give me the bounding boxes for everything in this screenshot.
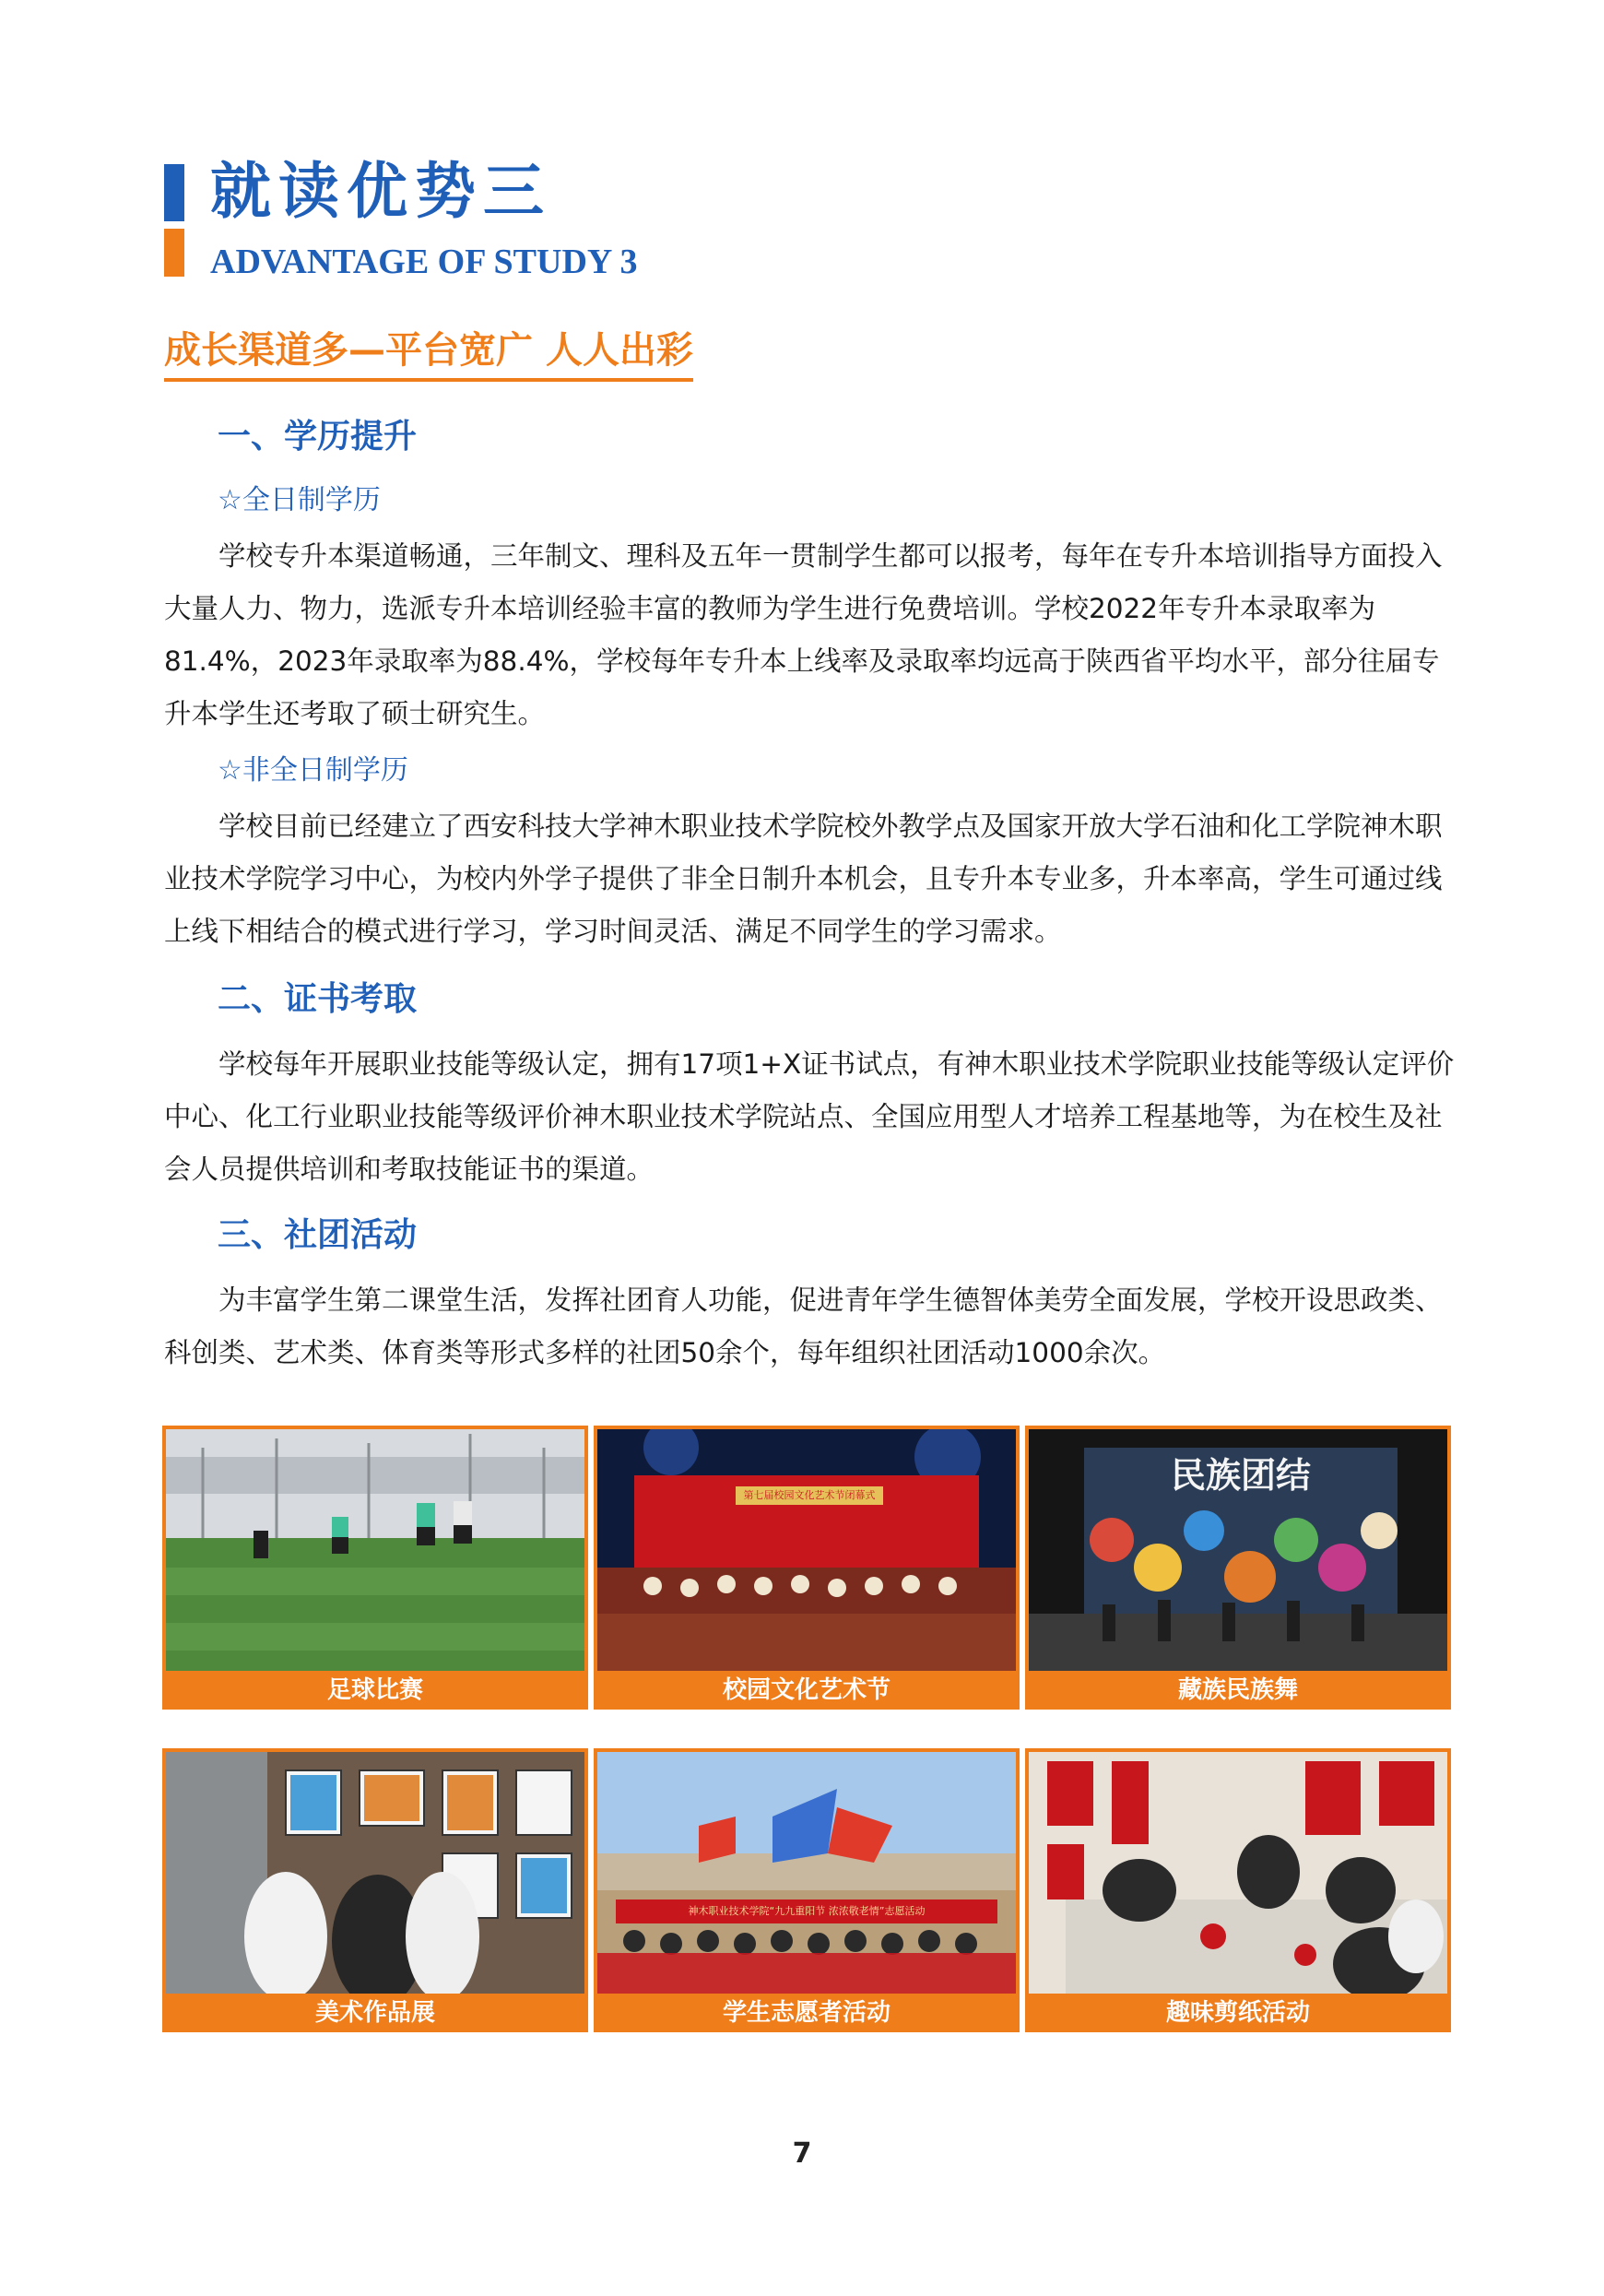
photo-art-exhibition [162, 1748, 588, 2032]
heading-clubs: 三、社团活动 [218, 1216, 418, 1254]
paragraph-certificates: 学校每年开展职业技能等级认定，拥有17项1+X证书试点，有神木职业技术学院职业技能等级认定评价中心、化工行业职业技能等级评价神木职业技术学院站点、全国应用型人才培养工程基地等，为在校生及社会人员提供培训和考取技能证书的渠道。 [164, 1048, 1455, 1185]
heading-education: 一、学历提升 [218, 418, 418, 456]
dance-banner-text: 民族团结 [1170, 1455, 1311, 1496]
paper-cutting-image [1029, 1752, 1447, 1994]
photo-caption: 趣味剪纸活动 [1165, 1999, 1310, 2027]
heading-certificates: 二、证书考取 [218, 980, 418, 1018]
photo-caption: 校园文化艺术节 [722, 1676, 890, 1704]
photo-volunteer [594, 1748, 1020, 2032]
photo-caption: 藏族民族舞 [1177, 1676, 1298, 1704]
header-accent-bar-orange [164, 229, 184, 277]
art-exhibition-image [166, 1752, 584, 1994]
photo-art-festival [594, 1426, 1020, 1710]
header-accent-bar-blue [164, 164, 184, 221]
tibetan-dance-image [1029, 1429, 1447, 1671]
photo-tibetan-dance [1025, 1426, 1451, 1710]
festival-banner-text: 第七届校园文化艺术节闭幕式 [743, 1489, 876, 1501]
football-image [166, 1429, 584, 1671]
page-subtitle: ADVANTAGE OF STUDY 3 [210, 243, 638, 281]
paragraph-clubs: 为丰富学生第二课堂生活，发挥社团育人功能，促进青年学生德智体美劳全面发展，学校开设思政类、科创类、艺术类、体育类等形式多样的社团50余个，每年组织社团活动1000余次。 [164, 1284, 1443, 1368]
volunteer-image [597, 1752, 1016, 1994]
subheading-parttime: ☆非全日制学历 [218, 754, 408, 787]
photo-football [162, 1426, 588, 1710]
paragraph-parttime: 学校目前已经建立了西安科技大学神木职业技术学院校外教学点及国家开放大学石油和化工学院神木职业技术学院学习中心，为校内外学子提供了非全日制升本机会，且专升本专业多，升本率高，学生可通过线上线下相结合的模式进行学习，学习时间灵活、满足不同学生的学习需求。 [164, 811, 1443, 947]
photo-caption: 美术作品展 [314, 1999, 435, 2027]
subheading-fulltime: ☆全日制学历 [218, 484, 381, 516]
photo-caption: 足球比赛 [326, 1676, 423, 1704]
art-festival-image [597, 1429, 1016, 1671]
page-title: 就读优势三 [210, 156, 551, 227]
photo-paper-cutting [1025, 1748, 1451, 2032]
paragraph-fulltime: 学校专升本渠道畅通，三年制文、理科及五年一贯制学生都可以报考，每年在专升本培训指导方面投入大量人力、物力，选派专升本培训经验丰富的教师为学生进行免费培训。学校2022年专升本录取率为81.4%，2023年录取率为88.4%，学校每年专升本上线率及录取率均远高于陕西省平均水平，部分往届专升本学生还考取了硕士研究生。 [164, 540, 1443, 729]
volunteer-banner-text: 神木职业技术学院“九九重阳节 浓浓敬老情”志愿活动 [688, 1905, 926, 1917]
page-number: 7 [792, 2137, 812, 2170]
section-title: 成长渠道多—平台宽广 人人出彩 [164, 325, 693, 382]
photo-caption: 学生志愿者活动 [722, 1999, 890, 2027]
